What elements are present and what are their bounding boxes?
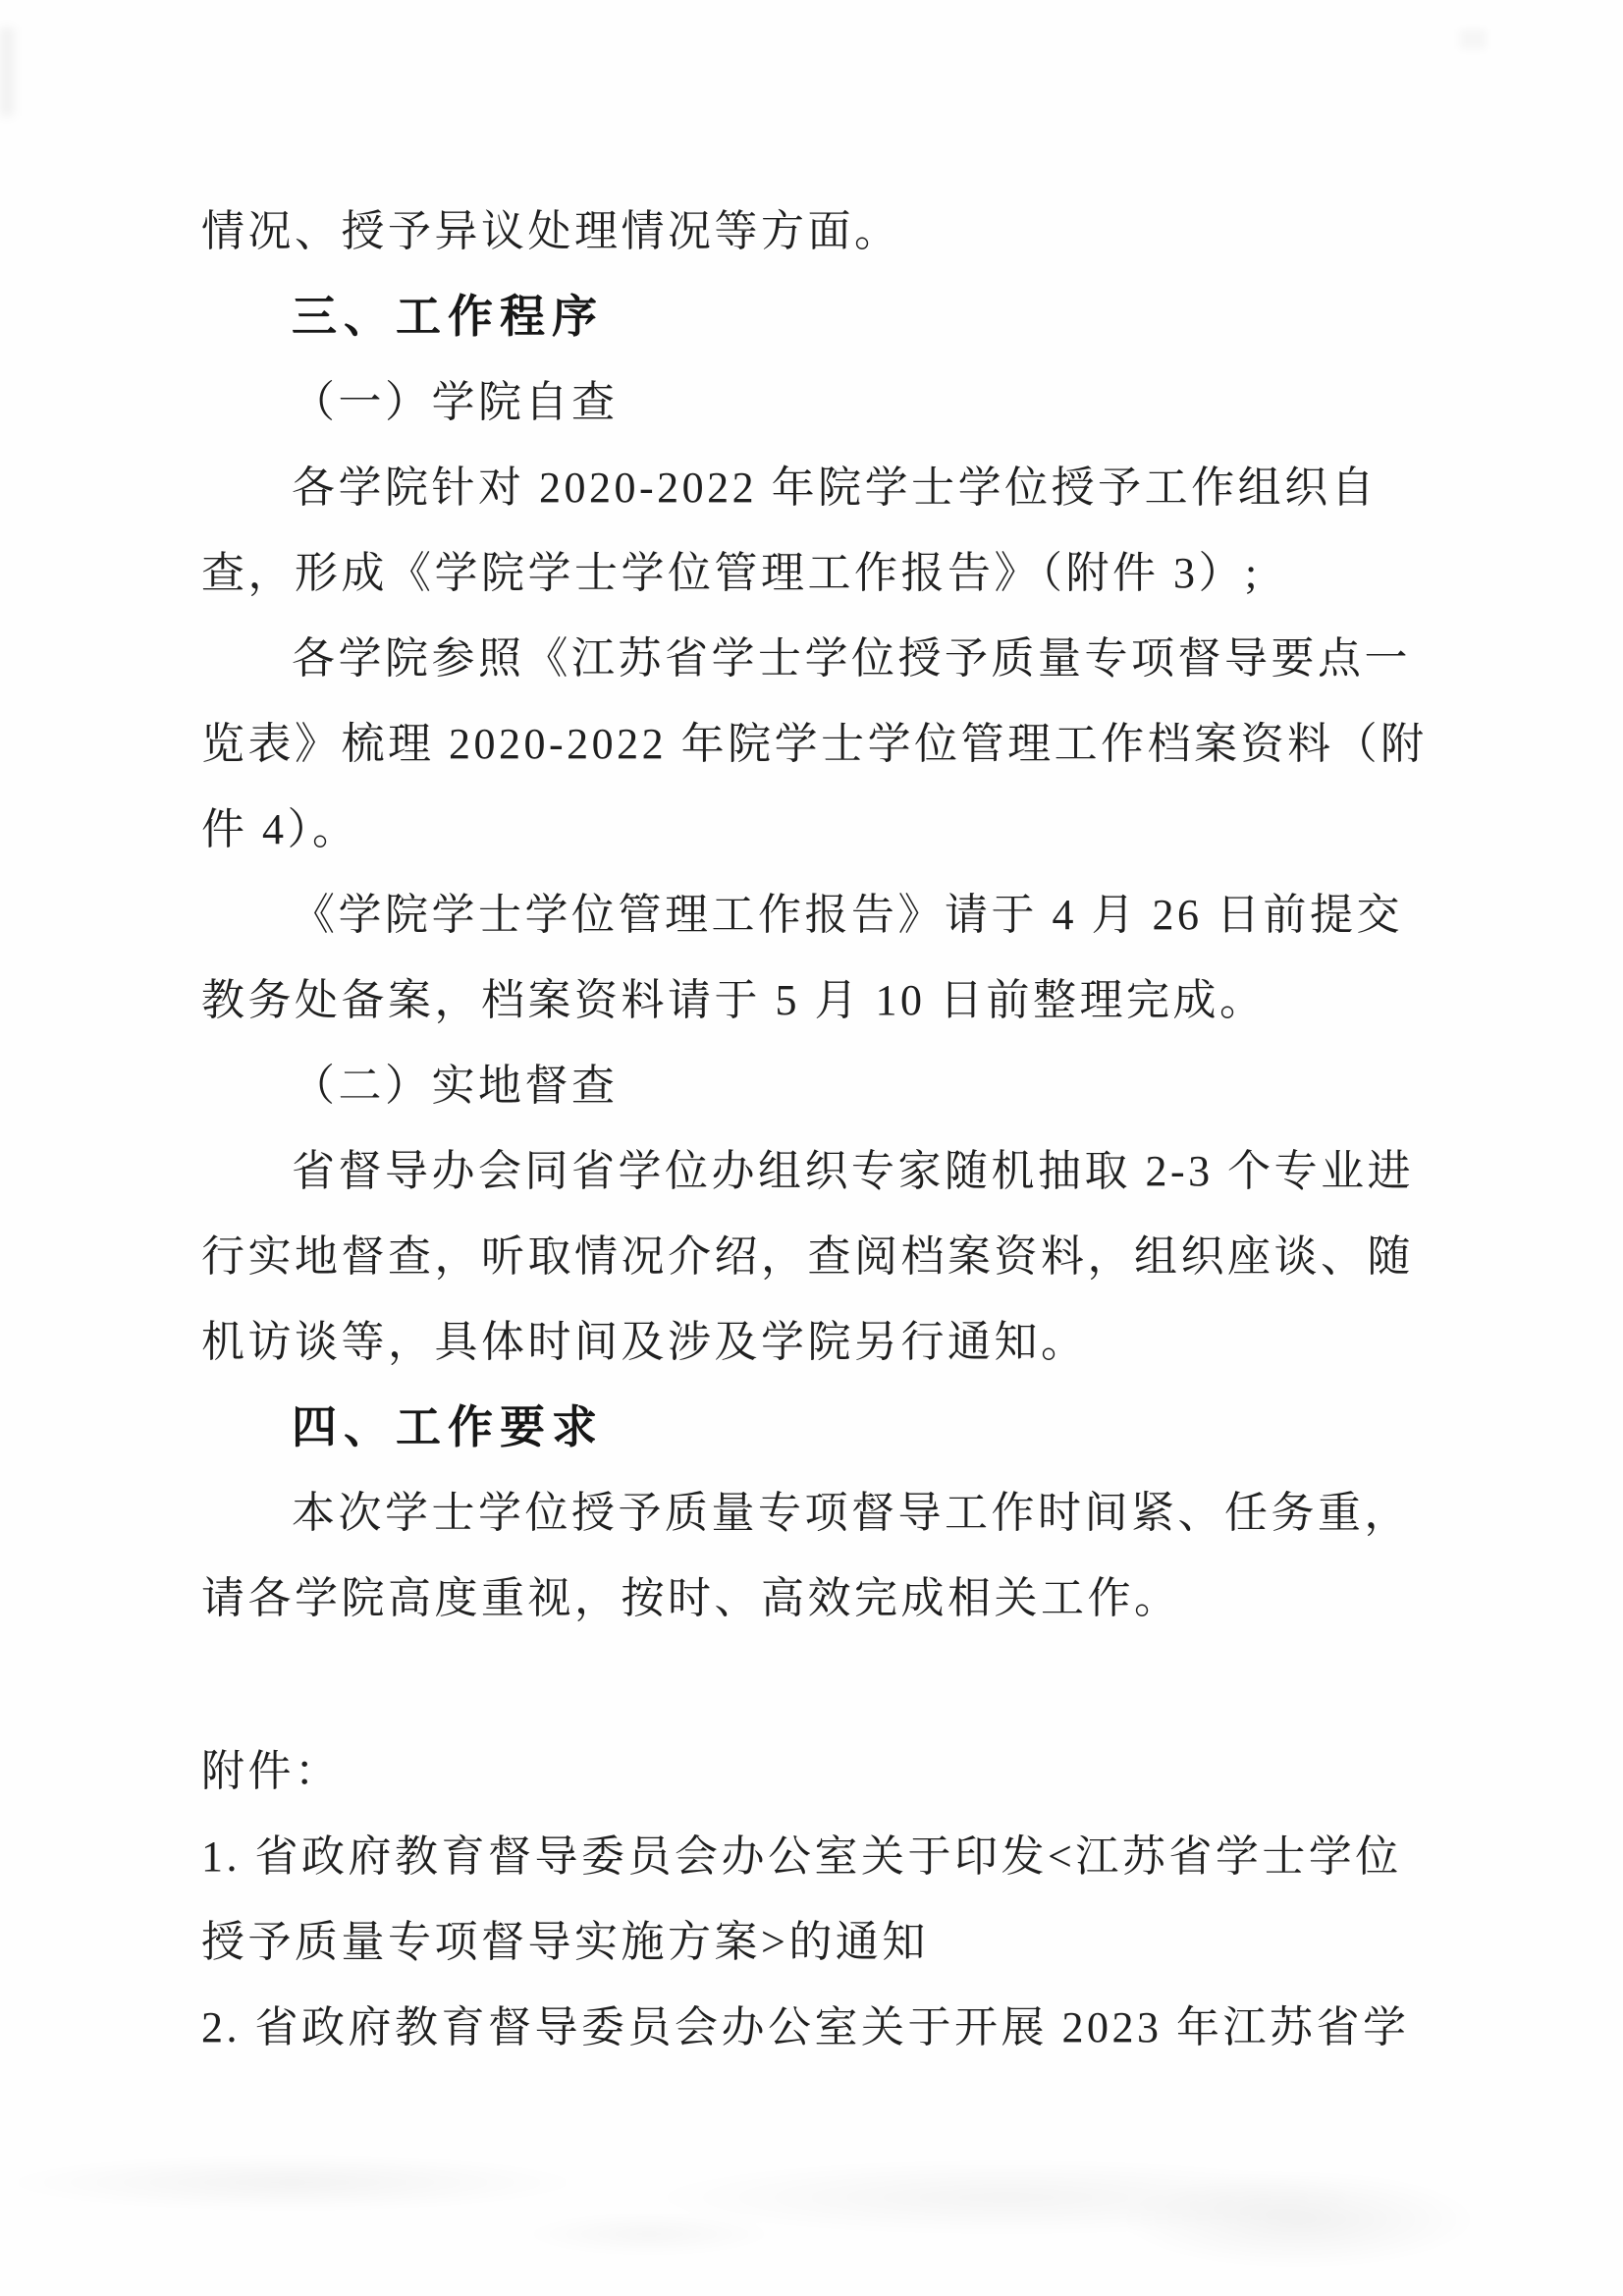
subheading-college-selfcheck: （一）学院自查 xyxy=(292,378,619,426)
text-line: 教务处备案，档案资料请于 5 月 10 日前整理完成。 xyxy=(201,976,1267,1024)
scan-artifact-bottom xyxy=(0,2131,1623,2278)
document-body xyxy=(201,189,1486,2070)
attachment-item-2: 2. 省政府教育督导委员会办公室关于开展 2023 年江苏省学 xyxy=(201,2003,1410,2051)
heading-work-procedure: 三、工作程序 xyxy=(292,291,604,342)
text-line: 本次学士学位授予质量专项督导工作时间紧、任务重， xyxy=(292,1489,1411,1537)
subheading-onsite-inspection: （二）实地督查 xyxy=(292,1062,619,1110)
text-line: 各学院针对 2020-2022 年院学士学位授予工作组织自 xyxy=(292,464,1379,512)
attachments-label: 附件： xyxy=(201,1747,342,1795)
scan-artifact-top-left xyxy=(0,27,14,116)
text-line: 请各学院高度重视，按时、高效完成相关工作。 xyxy=(201,1574,1181,1622)
text-line: 查，形成《学院学士学位管理工作报告》（附件 3）; xyxy=(201,549,1261,597)
text-line: 览表》梳理 2020-2022 年院学士学位管理工作档案资料（附 xyxy=(201,720,1428,768)
text-line: 省督导办会同省学位办组织专家随机抽取 2-3 个专业进 xyxy=(292,1147,1415,1195)
text-line: 各学院参照《江苏省学士学位授予质量专项督导要点一 xyxy=(292,634,1411,683)
scan-artifact-top-right xyxy=(1460,29,1486,49)
heading-work-requirements: 四、工作要求 xyxy=(292,1401,604,1452)
text-line: 情况、授予异议处理情况等方面。 xyxy=(201,207,901,255)
text-line: 件 4）。 xyxy=(201,805,359,853)
text-line: 行实地督查，听取情况介绍，查阅档案资料，组织座谈、随 xyxy=(201,1232,1414,1281)
attachment-item-1-cont: 授予质量专项督导实施方案>的通知 xyxy=(201,1918,929,1966)
text-line: 《学院学士学位管理工作报告》请于 4 月 26 日前提交 xyxy=(292,891,1403,939)
text-line: 机访谈等，具体时间及涉及学院另行通知。 xyxy=(201,1318,1088,1366)
attachment-item-1: 1. 省政府教育督导委员会办公室关于印发<江苏省学士学位 xyxy=(201,1832,1402,1881)
